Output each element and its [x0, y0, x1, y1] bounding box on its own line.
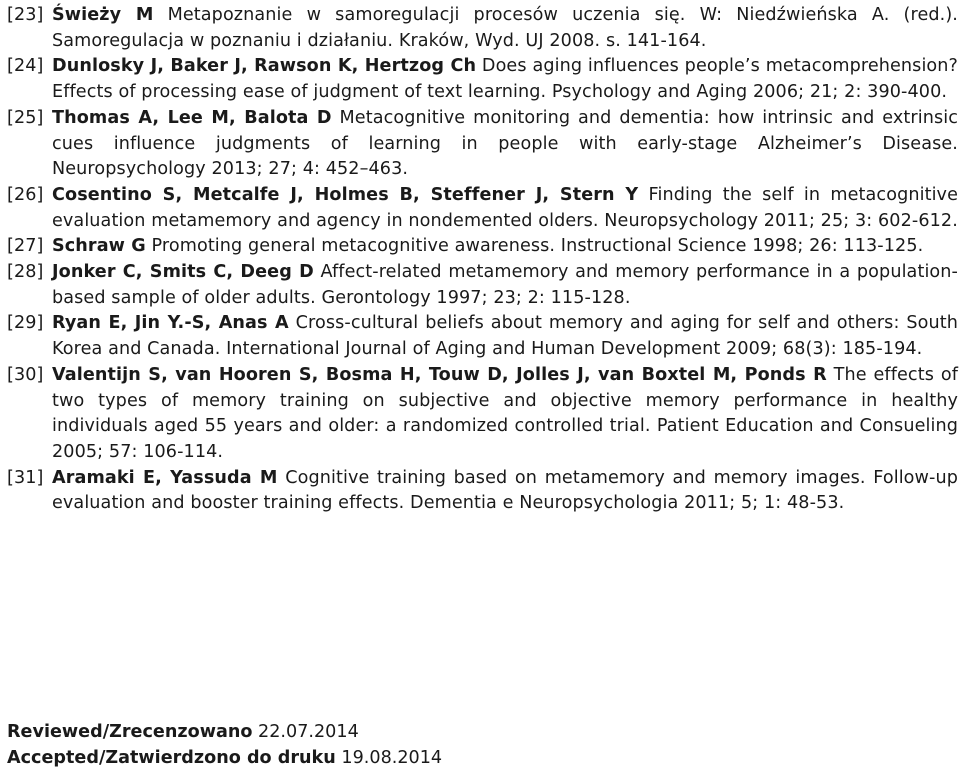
- reference-text: Finding the self in metacognitive evaluation metamemory and agency in nondemented olders. Neuropsychology 2011; 25; 3: 602-612.: [52, 184, 958, 231]
- reference-item: [7, 234, 958, 260]
- reference-number: [31]: [7, 467, 44, 488]
- reference-text: Cognitive training based on metamemory and memory images. Follow-up evaluation and booster training effects. Dementia e Neuropsychologia 2011; 5; 1: 48-53.: [52, 467, 959, 514]
- reference-text: Does aging influences people’s metacomprehension? Effects of processing ease of judgment of text learning. Psychology and Aging 2006; 21; 2: 390-400.: [52, 56, 958, 103]
- reference-item: [7, 466, 958, 517]
- reference-number: [27]: [7, 236, 44, 257]
- reference-text: Affect-related metamemory and memory performance in a population-based sample of older adults. Gerontology 1997; 23; 2: 115-128.: [52, 262, 958, 308]
- reviewed-label: Reviewed/Zrecenzowano: [7, 722, 253, 742]
- reference-text: Metacognitive monitoring and dementia: how intrinsic and extrinsic cues influence judgments of learning in people with early-stage Alzheimer’s Disease. Neuropsychology 2013; 27; 4: 452–463.: [52, 107, 958, 180]
- reference-item: [7, 311, 958, 362]
- reference-list: [7, 3, 958, 517]
- reference-authors: Aramaki E, Yassuda M: [52, 467, 278, 488]
- reference-authors: Cosentino S, Metcalfe J, Holmes B, Steffener J, Stern Y: [52, 184, 639, 205]
- reference-number: [30]: [7, 364, 44, 385]
- reference-number: [23]: [7, 5, 44, 25]
- accepted-line: [7, 746, 442, 772]
- reference-authors: Valentijn S, van Hooren S, Bosma H, Touw D, Jolles J, van Boxtel M, Ponds R: [52, 364, 827, 385]
- reference-authors: Thomas A, Lee M, Balota D: [52, 107, 332, 128]
- reference-item: [7, 106, 958, 183]
- reference-item: [7, 183, 958, 234]
- reference-number: [26]: [7, 184, 44, 205]
- reference-text: Metapoznanie w samoregulacji procesów uczenia się. W: Niedźwieńska A. (red.). Samoregulacja w poznaniu i działaniu. Kraków, Wyd. UJ 2008. s. 141-164.: [52, 5, 958, 51]
- accepted-label: Accepted/Zatwierdzono do druku: [7, 747, 336, 768]
- reference-item: [7, 54, 958, 105]
- reference-authors: Świeży M: [52, 5, 154, 25]
- reference-number: [29]: [7, 313, 44, 334]
- review-dates: [7, 720, 442, 771]
- reference-text: Cross-cultural beliefs about memory and aging for self and others: South Korea and Canada. International Journal of Aging and Human Development 2009; 68(3): 185-194.: [52, 313, 958, 360]
- accepted-date: 19.08.2014: [341, 747, 443, 768]
- reference-authors: Schraw G: [52, 236, 146, 257]
- reference-number: [25]: [7, 107, 44, 128]
- reference-number: [24]: [7, 56, 44, 77]
- reference-item: [7, 363, 958, 466]
- reference-authors: Jonker C, Smits C, Deeg D: [52, 262, 314, 283]
- reviewed-date: 22.07.2014: [258, 722, 359, 742]
- reviewed-line: [7, 720, 442, 746]
- reference-number: [28]: [7, 262, 44, 283]
- reference-text: Promoting general metacognitive awareness. Instructional Science 1998; 26: 113-125.: [151, 236, 924, 257]
- reference-authors: Ryan E, Jin Y.-S, Anas A: [52, 313, 289, 334]
- reference-item: [7, 3, 958, 54]
- reference-item: [7, 260, 958, 311]
- reference-authors: Dunlosky J, Baker J, Rawson K, Hertzog Ch: [52, 56, 477, 77]
- reference-text: The effects of two types of memory training on subjective and objective memory performance in healthy individuals aged 55 years and older: a randomized controlled trial. Patient Education and Consueling 2005; 57: 106-114.: [52, 364, 958, 462]
